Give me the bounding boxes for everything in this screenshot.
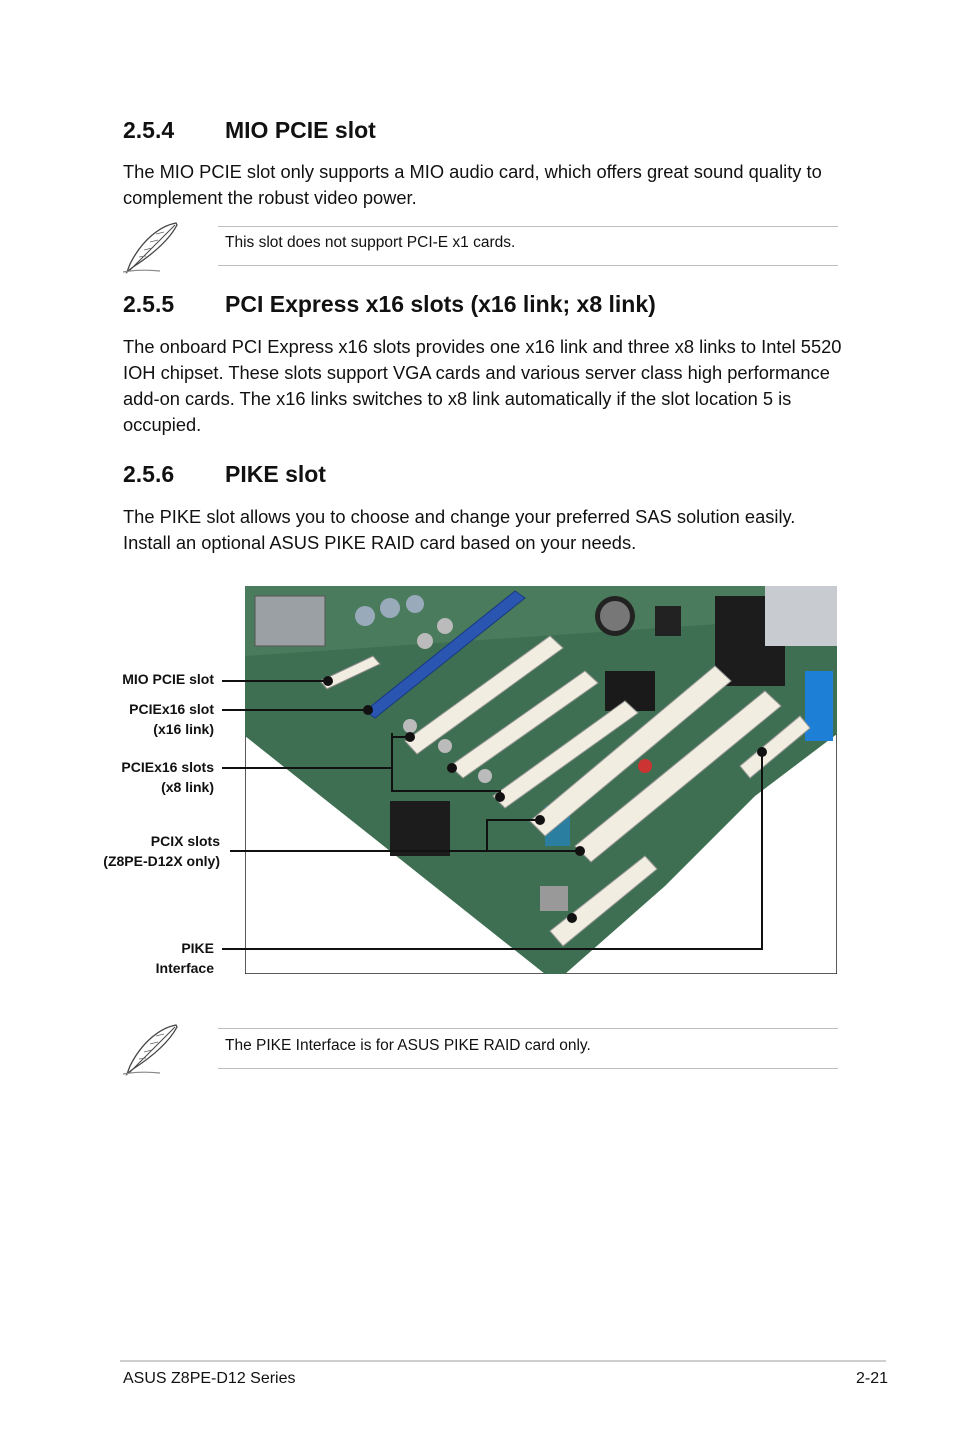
page-number: 2-21 — [855, 1370, 888, 1387]
note-box — [120, 1022, 838, 1082]
label-line: (x8 link) — [161, 779, 214, 795]
section-body-pci-express: The onboard PCI Express x16 slots provides one x16 link and three x8 links to Intel 5520 IOH chipset. These slots support VGA cards and various server class high performance add-on cards. The x16 links switches to x8 link automatically if the slot location 5 is occupied. — [123, 336, 842, 435]
note-bottom-rule — [218, 265, 838, 266]
note-text: The PIKE Interface is for ASUS PIKE RAID card only. — [225, 1037, 591, 1054]
note-bottom-rule — [218, 1068, 838, 1069]
label-line: PCIX slots — [150, 833, 220, 849]
label-line: MIO PCIE slot — [122, 671, 214, 687]
label-pciex16-slot — [129, 699, 214, 739]
footer-title: ASUS Z8PE-D12 Series — [123, 1370, 296, 1387]
feather-pen-icon — [120, 1022, 182, 1080]
label-pciex16-slots-x8 — [121, 757, 214, 797]
note-top-rule — [218, 226, 838, 227]
note-box — [120, 220, 838, 280]
note-text: This slot does not support PCI-E x1 cards. — [225, 234, 516, 251]
label-pike-interface — [156, 938, 214, 978]
section-heading-mio-pcie — [123, 117, 843, 145]
label-line: PCIEx16 slots — [121, 759, 214, 775]
section-title: PCI Express x16 slots (x16 link; x8 link) — [225, 291, 656, 317]
section-body-mio-pcie: The MIO PCIE slot only supports a MIO audio card, which offers great sound quality to complement the robust video power. — [123, 161, 822, 208]
section-title: MIO PCIE slot — [225, 117, 376, 143]
section-number: 2.5.4 — [123, 117, 175, 143]
section-body-pike: The PIKE slot allows you to choose and change your preferred SAS solution easily. Install an optional ASUS PIKE RAID card based on your needs. — [123, 506, 796, 553]
label-line: Interface — [155, 960, 214, 976]
section-number: 2.5.6 — [123, 461, 175, 487]
section-heading-pike — [123, 461, 843, 489]
section-title: PIKE slot — [225, 461, 326, 487]
label-line: (x16 link) — [153, 721, 214, 737]
label-line: PIKE — [181, 940, 214, 956]
label-mio-pcie-slot — [122, 669, 214, 689]
label-pcix-slots — [103, 831, 220, 871]
section-heading-pci-express — [123, 291, 843, 319]
note-top-rule — [218, 1028, 838, 1029]
footer-rule — [120, 1360, 886, 1362]
motherboard-photo — [245, 586, 837, 974]
label-line: PCIEx16 slot — [129, 701, 214, 717]
section-number: 2.5.5 — [123, 291, 175, 317]
feather-pen-icon — [120, 220, 182, 278]
label-line: (Z8PE-D12X only) — [103, 853, 220, 869]
